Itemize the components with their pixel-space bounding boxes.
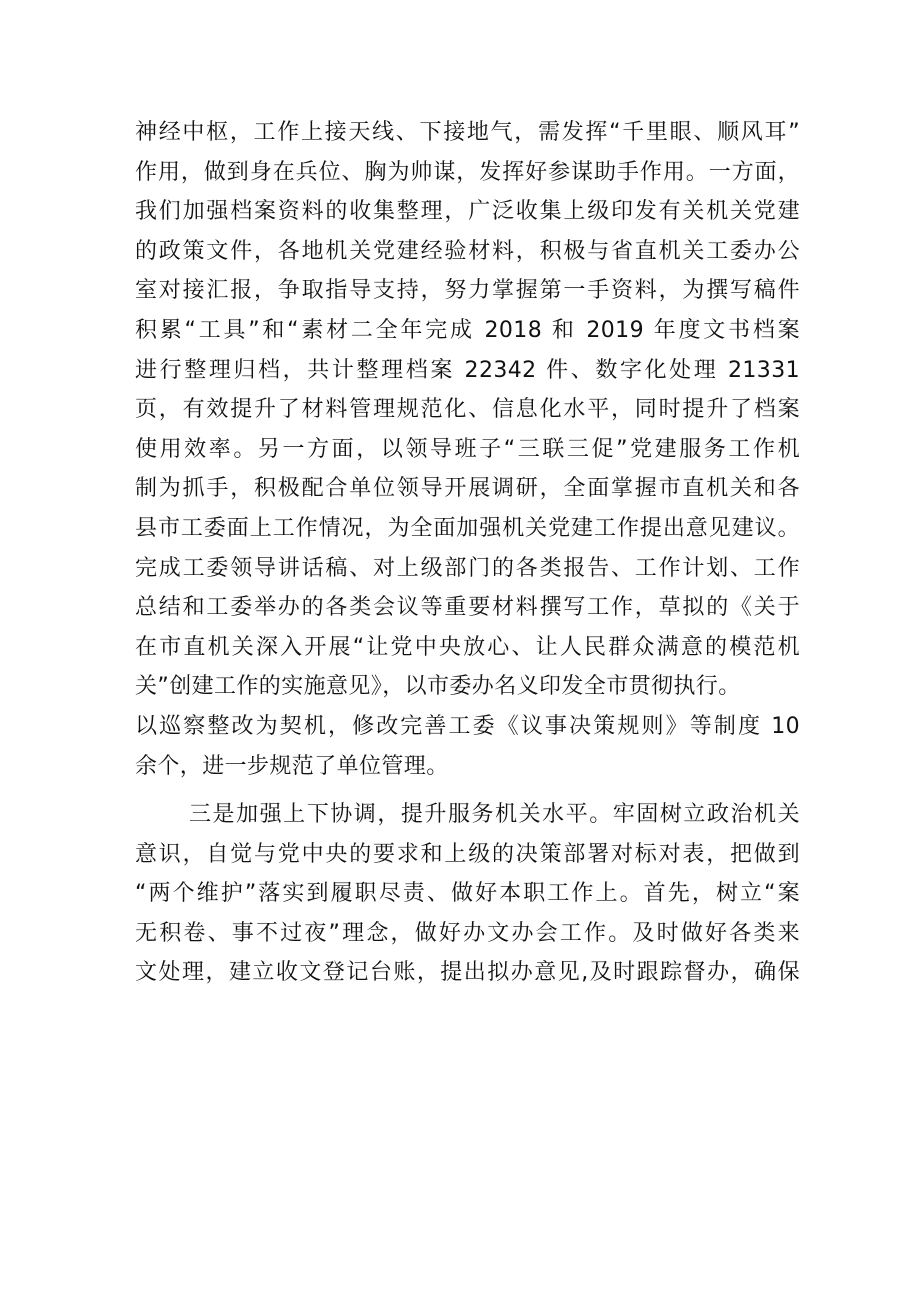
text-line: 页，有效提升了材料管理规范化、信息化水平，同时提升了档案 [135, 397, 800, 423]
text-line: 进行整理归档，共计整理档案 22342 件、数字化处理 21331 [135, 357, 800, 383]
text-line: 文处理，建立收文登记台账，提出拟办意见,及时跟踪督办，确保 [135, 960, 800, 986]
text-line: 在市直机关深入开展“让党中央放心、让人民群众满意的模范机 [135, 634, 800, 660]
text-line: 使用效率。另一方面，以领导班子“三联三促”党建服务工作机 [135, 436, 800, 462]
text-line: 室对接汇报，争取指导支持，努力掌握第一手资料，为撰写稿件 [135, 278, 800, 304]
document-body [135, 113, 800, 993]
text-line: 总结和工委举办的各类会议等重要材料撰写工作，草拟的《关于 [135, 595, 800, 621]
text-line: “两个维护”落实到履职尽责、做好本职工作上。首先，树立“案 [135, 881, 800, 907]
text-line: 神经中枢，工作上接天线、下接地气，需发挥“千里眼、顺风耳” [135, 120, 800, 145]
paragraph-2 [135, 795, 800, 993]
text-line: 作用，做到身在兵位、胸为帅谋，发挥好参谋助手作用。一方面， [135, 159, 800, 185]
text-line: 余个，进一步规范了单位管理。 [135, 753, 449, 779]
text-line: 县市工委面上工作情况，为全面加强机关党建工作提出意见建议。 [135, 515, 800, 541]
text-line: 关”创建工作的实施意见》，以市委办名义印发全市贯彻执行。 [135, 674, 741, 700]
text-line: 三是加强上下协调，提升服务机关水平。牢固树立政治机关 [189, 802, 800, 828]
text-line: 无积卷、事不过夜”理念，做好办文办会工作。及时做好各类来 [135, 920, 800, 946]
paragraph-spacer [135, 786, 800, 795]
text-line: 制为抓手，积极配合单位领导开展调研，全面掌握市直机关和各 [135, 476, 800, 502]
text-line: 以巡察整改为契机，修改完善工委《议事决策规则》等制度 10 [135, 713, 800, 739]
text-line: 积累“工具”和“素材二全年完成 2018 和 2019 年度文书档案 [135, 317, 800, 343]
text-line: 的政策文件，各地机关党建经验材料，积极与省直机关工委办公 [135, 238, 800, 264]
paragraph-1 [135, 113, 800, 786]
text-line: 意识，自觉与党中央的要求和上级的决策部署对标对表，把做到 [135, 841, 800, 867]
text-line: 我们加强档案资料的收集整理，广泛收集上级印发有关机关党建 [135, 199, 800, 225]
text-line: 完成工委领导讲话稿、对上级部门的各类报告、工作计划、工作 [135, 555, 800, 581]
